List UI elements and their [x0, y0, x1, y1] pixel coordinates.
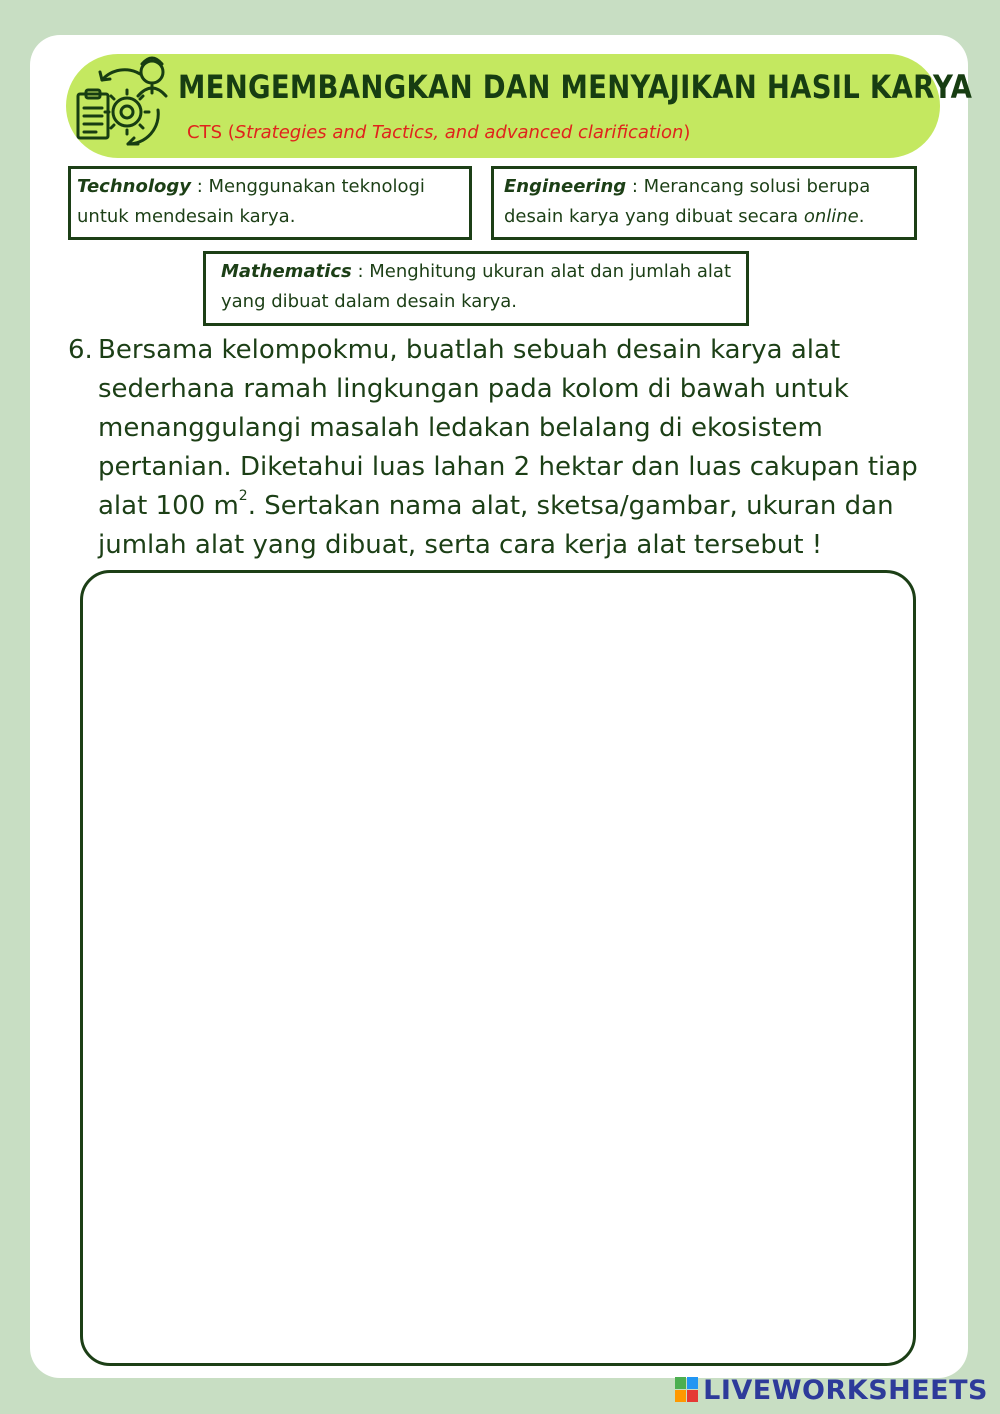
question-6: [68, 331, 928, 565]
liveworksheets-brand: LIVEWORKSHEETS: [703, 1374, 988, 1406]
question-text: Bersama kelompokmu, buatlah sebuah desain karya alat sederhana ramah lingkungan pada kolom di bawah untuk menanggulangi masalah ledakan belalang di ekosistem pertanian. Diketahui luas lahan 2 hektar dan luas cakupan tiap alat 100 $m^2$. Sertakan nama alat, sketsa/gambar, ukuran dan jumlah alat yang dibuat, serta cara kerja alat tersebut !: [98, 335, 918, 560]
technology-keyword: Technology: [77, 176, 191, 197]
mathematics-keyword: Mathematics: [221, 261, 352, 282]
mathematics-box: [203, 251, 749, 326]
engineering-keyword: Engineering: [504, 176, 627, 197]
engineer-gear-clipboard-icon: [72, 50, 182, 154]
engineering-box: Engineering : Merancang solusi berupa desain karya yang dibuat secara online.: [491, 166, 917, 240]
liveworksheets-footer: [675, 1372, 988, 1408]
technology-description: : Menggunakan teknologi untuk mendesain karya.: [77, 176, 425, 227]
page-title: MENGEMBANGKAN DAN MENYAJIKAN HASIL KARYA: [178, 68, 973, 106]
question-number: 6.: [68, 335, 93, 365]
liveworksheets-logo-icon: [675, 1377, 699, 1403]
page-subtitle: CTS (Strategies and Tactics, and advanced clarification): [187, 122, 691, 143]
answer-drawing-area[interactable]: [80, 570, 916, 1366]
mathematics-description: : Menghitung ukuran alat dan jumlah alat yang dibuat dalam desain karya.: [221, 261, 732, 312]
technology-box: [68, 166, 472, 240]
engineering-online: online: [803, 206, 859, 227]
engineering-description: : Merancang solusi berupa desain karya yang dibuat secara: [504, 176, 871, 227]
